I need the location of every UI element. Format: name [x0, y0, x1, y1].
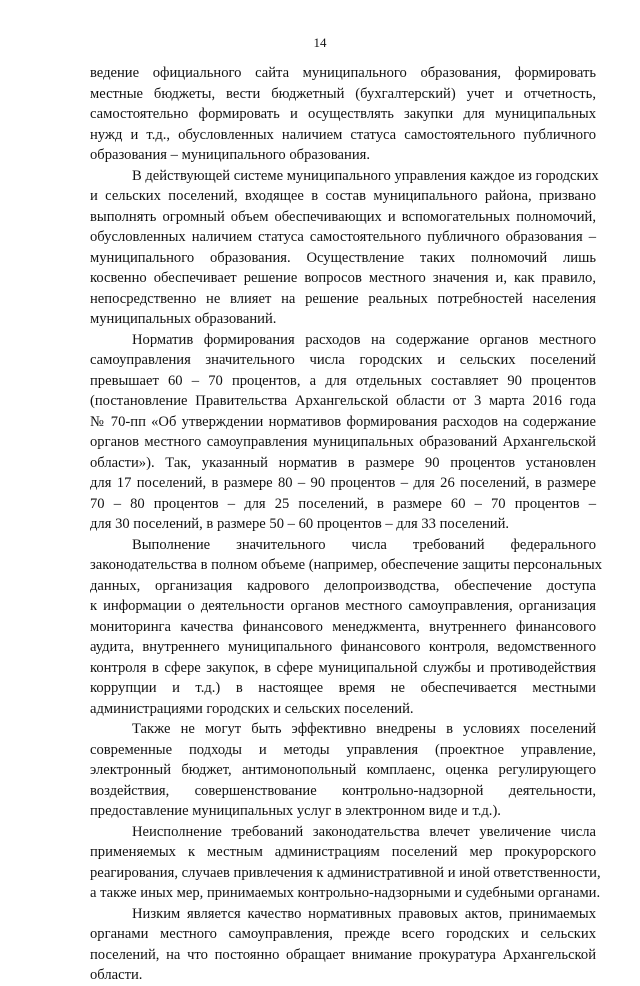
- text-line: муниципального образования. Осуществление таких полномочий лишь: [90, 249, 596, 266]
- text-line: для 17 поселений, в размере 80 – 90 процентов – для 26 поселений, в размере: [90, 475, 596, 491]
- text-line: поселений, на что постоянно обращает внимание прокуратура Архангельской: [90, 946, 596, 963]
- text-line: контроля в сфере закупок, в сфере муниципальной службы и противодействия: [90, 659, 596, 676]
- text-line: Неисполнение требований законодательства влечет увеличение числа: [132, 823, 596, 840]
- text-line: В действующей системе муниципального управления каждое из городских: [132, 167, 599, 184]
- text-line: реагирования, случаев привлечения к административной и иной ответственности,: [90, 864, 601, 881]
- text-line: области»). Так, указанный норматив в размере 90 процентов установлен: [90, 454, 596, 471]
- text-line: воздействия, совершенствование контрольно-надзорной деятельности,: [90, 782, 596, 799]
- text-line: современные подходы и методы управления (проектное управление,: [90, 741, 596, 758]
- text-line: образования – муниципального образования.: [90, 147, 371, 163]
- text-line: обусловленных наличием статуса самостоятельного публичного образования –: [90, 229, 596, 245]
- text-line: муниципальных образований.: [90, 311, 277, 327]
- paragraph-7: [90, 904, 596, 986]
- text-line: Норматив формирования расходов на содержание органов местного: [132, 331, 596, 348]
- text-line: законодательства в полном объеме (например, обеспечение защиты персональных: [90, 557, 603, 573]
- text-line: превышает 60 – 70 процентов, а для отдельных составляет 90 процентов: [90, 372, 596, 389]
- text-line: мониторинга качества финансового менеджмента, внутреннего финансового: [90, 618, 596, 635]
- text-line: местные бюджеты, вести бюджетный (бухгалтерский) учет и отчетность,: [90, 85, 596, 102]
- text-line: Низким является качество нормативных правовых актов, принимаемых: [132, 905, 596, 922]
- text-line: аудита, внутреннего муниципального финансового контроля, ведомственного: [90, 639, 596, 655]
- text-line: данных, организация кадрового делопроизводства, обеспечение доступа: [90, 577, 596, 594]
- text-line: косвенно обеспечивает решение вопросов местного значения и, как правило,: [90, 270, 596, 286]
- text-line: нужд и т.д., обусловленных наличием статуса самостоятельного публичного: [90, 126, 596, 143]
- text-line: органами местного самоуправления, прежде всего городских и сельских: [90, 926, 596, 942]
- text-line: выполнять огромный объем обеспечивающих и вспомогательных полномочий,: [90, 208, 596, 225]
- text-line: применяемых к местным администрациям поселений мер прокурорского: [90, 844, 596, 860]
- text-line: самоуправления значительного числа городских и сельских поселений: [90, 352, 596, 368]
- text-line: непосредственно не влияет на решение реальных потребностей населения: [90, 290, 596, 307]
- text-line: к информации о деятельности органов местного самоуправления, организация: [90, 598, 596, 614]
- paragraph-2: [90, 166, 599, 330]
- page-number: 14: [313, 35, 327, 50]
- text-line: Выполнение значительного числа требований федерального: [132, 536, 596, 553]
- text-line: а также иных мер, принимаемых контрольно-надзорными и судебными органами.: [90, 885, 601, 901]
- text-line: коррупции и т.д.) в настоящее время не обеспечивается местными: [90, 680, 596, 696]
- paragraph-5: [90, 719, 596, 822]
- paragraph-6: [90, 822, 601, 904]
- text-line: и сельских поселений, входящее в состав муниципального района, призвано: [90, 188, 596, 204]
- text-line: для 30 поселений, в размере 50 – 60 процентов – для 33 поселений.: [90, 516, 510, 532]
- text-line: самостоятельно формировать и осуществлять закупки для муниципальных: [90, 106, 596, 122]
- text-line: 70 – 80 процентов – для 25 поселений, в размере 60 – 70 процентов –: [90, 495, 596, 512]
- paragraph-3: [90, 330, 596, 535]
- text-line: (постановление Правительства Архангельской области от 3 марта 2016 года: [90, 393, 596, 409]
- text-line: администрациями городских и сельских поселений.: [90, 700, 414, 717]
- text-line: ведение официального сайта муниципального образования, формировать: [90, 65, 596, 81]
- paragraph-4: [90, 535, 603, 720]
- document-body: [90, 63, 603, 986]
- text-line: предоставление муниципальных услуг в электронном виде и т.д.).: [90, 803, 501, 819]
- text-line: Также не могут быть эффективно внедрены в условиях поселений: [132, 721, 596, 737]
- text-line: области.: [90, 967, 143, 983]
- text-line: органов местного самоуправления муниципальных образований Архангельской: [90, 434, 596, 450]
- text-line: электронный бюджет, антимонопольный комплаенс, оценка регулирующего: [90, 762, 596, 778]
- paragraph-1: [90, 63, 596, 166]
- text-line: № 70-пп «Об утверждении нормативов формирования расходов на содержание: [90, 413, 596, 430]
